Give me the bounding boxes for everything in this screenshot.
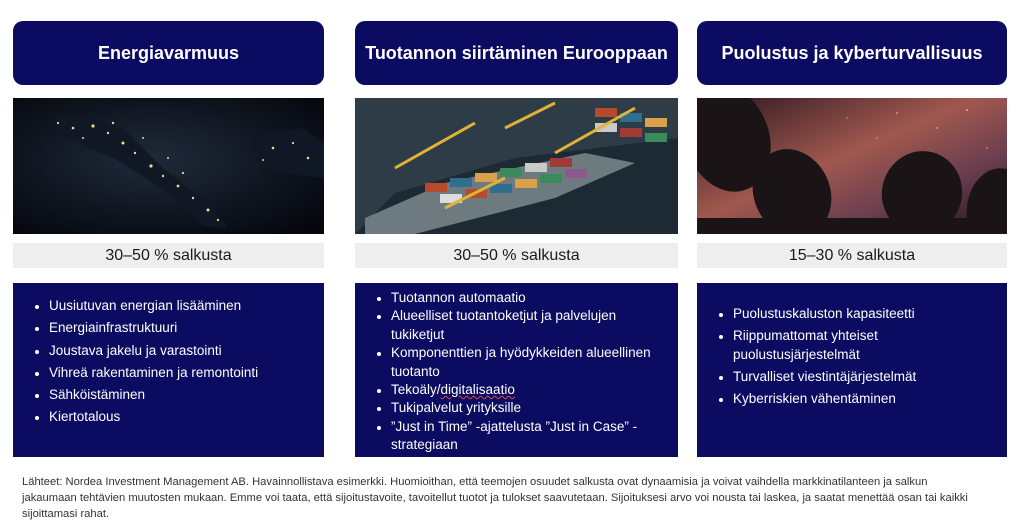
list-item: • Joustava jakelu ja varastointi [49,340,310,362]
theme-items [355,283,678,457]
list-item: • Energiainfrastruktuuri [49,317,310,339]
list-item: • Turvalliset viestintäjärjestelmät [733,368,993,387]
theme-column-reshoring [355,21,678,453]
portfolio-share: 30–50 % salkusta [13,243,324,268]
theme-items [13,283,324,457]
list-item: • Alueelliset tuotantoketjut ja palvelujen tukiketjut [391,307,664,344]
list-item [391,381,664,399]
list-item-text: Tekoäly/ [391,382,441,398]
disclaimer-footnote: Lähteet: Nordea Investment Management AB. Havainnollistava esimerkki. Huomioithan, että teemojen osuudet salkusta ovat dynaamisia ja voivat vaihdella markkinatilanteen ja salkun jakaumaan tehtävien muutosten mukaan. Emme voi taata, että sijoitustavoite, tavoitellut tuotot ja tulokset saavutetaan. Sijoituksesi arvo voi nousta tai laskea, ja saatat menettää osan tai kaikki sijoittamasi rahat. [22,476,968,520]
list-item: • Sähköistäminen [49,384,310,406]
container-port-cranes-image [355,98,678,234]
list-item: • Vihreä rakentaminen ja remontointi [49,362,310,384]
list-item: • Tukipalvelut yrityksille [391,399,664,417]
portfolio-share: 15–30 % salkusta [697,243,1007,268]
list-item: • Kiertotalous [49,406,310,428]
list-item: • Kyberriskien vähentäminen [733,390,993,409]
list-item: • Puolustuskaluston kapasiteetti [733,305,993,324]
list-item: • ”Just in Time” -ajattelusta ”Just in Case” -strategiaan [391,418,664,455]
portfolio-share: 30–50 % salkusta [355,243,678,268]
theme-items [697,283,1007,457]
list-item: • Komponenttien ja hyödykkeiden alueellinen tuotanto [391,344,664,381]
europe-night-lights-image [13,98,324,234]
theme-title: Puolustus ja kyberturvallisuus [697,21,1007,85]
list-item: • Tuotannon automaatio [391,289,664,307]
list-item: • Riippumattomat yhteiset puolustusjärjestelmät [733,327,993,364]
theme-column-energy [13,21,324,425]
spellcheck-word: digitalisaatio [440,382,515,398]
theme-column-defense [697,21,1007,406]
theme-title: Energiavarmuus [13,21,324,85]
theme-title: Tuotannon siirtäminen Eurooppaan [355,21,678,85]
satellite-dishes-night-sky-image [697,98,1007,234]
list-item: • Uusiutuvan energian lisääminen [49,295,310,317]
